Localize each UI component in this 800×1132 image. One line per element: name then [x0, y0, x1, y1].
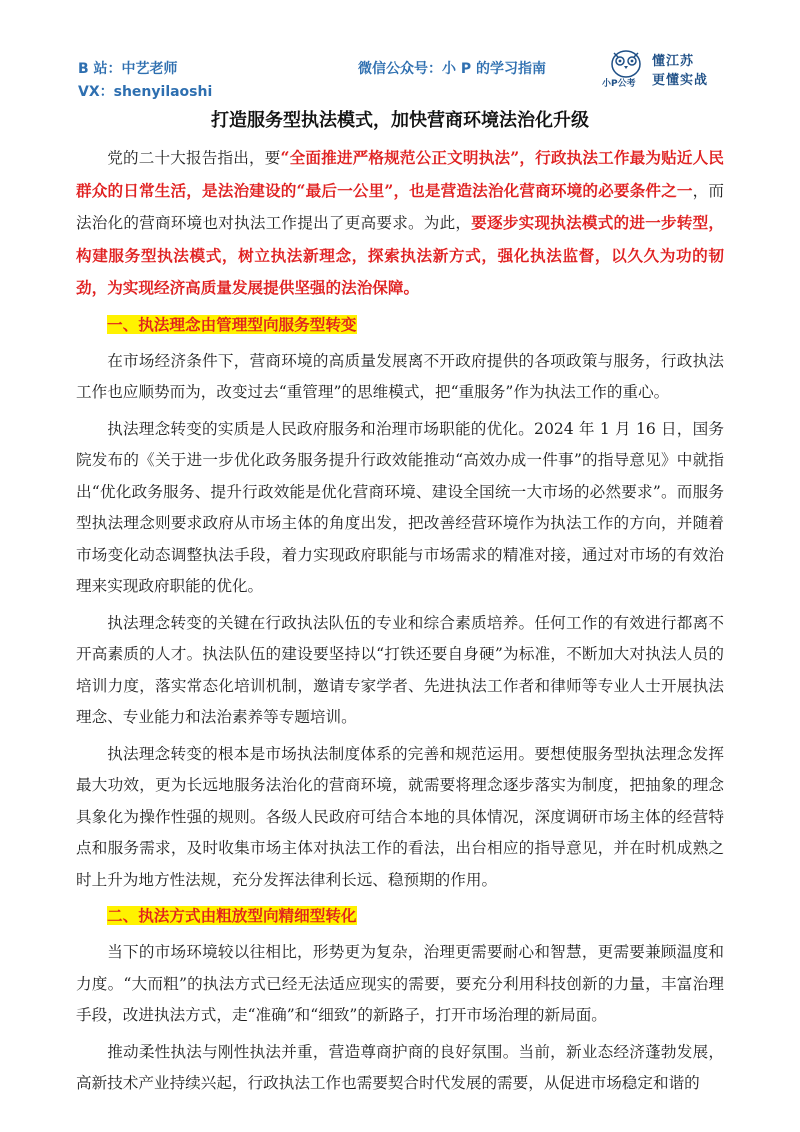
header-left [78, 58, 212, 104]
body-paragraph: 当下的市场环境较以往相比，形势更为复杂，治理更需要耐心和智慧，更需要兼顾温度和力度。“大而粗”的执法方式已经无法适应现实的需要，要充分利用科技创新的力量，丰富治理手段，改进执法方式，走“准确”和“细致”的新路子，打开市场治理的新局面。 [76, 943, 724, 1024]
body-paragraph: 推动柔性执法与刚性执法并重，营造尊商护商的良好氛围。当前，新业态经济蓬勃发展，高新技术产业持续兴起，行政执法工作也需要契合时代发展的需要，从促进市场稳定和谐的 [76, 1042, 724, 1092]
logo-brand: 小P公考 [602, 79, 636, 89]
bilibili-handle: B 站：中艺老师 [78, 61, 178, 77]
article-body [76, 142, 724, 1105]
official-account: 微信公众号：小 P 的学习指南 [358, 61, 547, 77]
body-paragraph: 在市场经济条件下，营商环境的高质量发展离不开政府提供的各项政策与服务，行政执法工作也应顺势而为，改变过去“重管理”的思维模式，把“重服务”作为执法工作的重心。 [76, 351, 724, 401]
body-paragraph: 执法理念转变的根本是市场执法制度体系的完善和规范运用。要想使服务型执法理念发挥最大功效，更为长远地服务法治化的营商环境，就需要将理念逐步落实为制度，把抽象的理念具象化为操作性强的规则。各级人民政府可结合本地的具体情况，深度调研市场主体的经营特点和服务需求，及时收集市场主体对执法工作的看法，出台相应的指导意见，并在时机成熟之时上升为地方性法规，充分发挥法律利长远、稳预期的作用。 [76, 744, 724, 889]
section-heading: 二、执法方式由粗放型向精细型转化 [107, 906, 357, 925]
body-paragraph: 执法理念转变的关键在行政执法队伍的专业和综合素质培养。任何工作的有效进行都离不开高素质的人才。执法队伍的建设要坚持以“打铁还要自身硬”为标准，不断加大对执法人员的培训力度，落实常态化培训机制，邀请专家学者、先进执法工作者和律师等专业人士开展执法理念、专业能力和法治素养等专题培训。 [76, 613, 724, 726]
body-paragraph: 执法理念转变的实质是人民政府服务和治理市场职能的优化。2024 年 1 月 16 日，国务院发布的《关于进一步优化政务服务提升行政效能推动“高效办成一件事”的指导意见》中就指出“优化政务服务、提升行政效能是优化营商环境、建设全国统一大市场的必然要求”。而服务型执法理念则要求政府从市场主体的角度出发，把改善经营环境作为执法工作的方向，并随着市场变化动态调整执法手段，着力实现政府职能与市场需求的精准对接，通过对市场的有效治理来实现政府职能的优化。 [76, 419, 724, 595]
section-heading: 一、执法理念由管理型向服务型转变 [107, 314, 357, 334]
intro-paragraph: 党的二十大报告指出，要“全面推进严格规范公正文明执法”，行政执法工作最为贴近人民群众的日常生活，是法治建设的“最后一公里”，也是营造法治化营商环境的必要条件之一，而法治化的营商环境也对执法工作提出了更高要求。为此，要逐步实现执法模式的进一步转型，构建服务型执法模式，树立执法新理念，探索执法新方式，强化执法监督，以久久为功的韧劲，为实现经济高质量发展提供坚强的法治保障。 [76, 148, 724, 297]
logo [602, 48, 732, 98]
logo-slogan: 懂江苏 更懂实战 [652, 54, 709, 88]
wechat-id: VX：shenyilaoshi [78, 84, 213, 100]
page-title: 打造服务型执法模式，加快营商环境法治化升级 [211, 110, 589, 131]
owl-mascot-icon [604, 48, 648, 78]
